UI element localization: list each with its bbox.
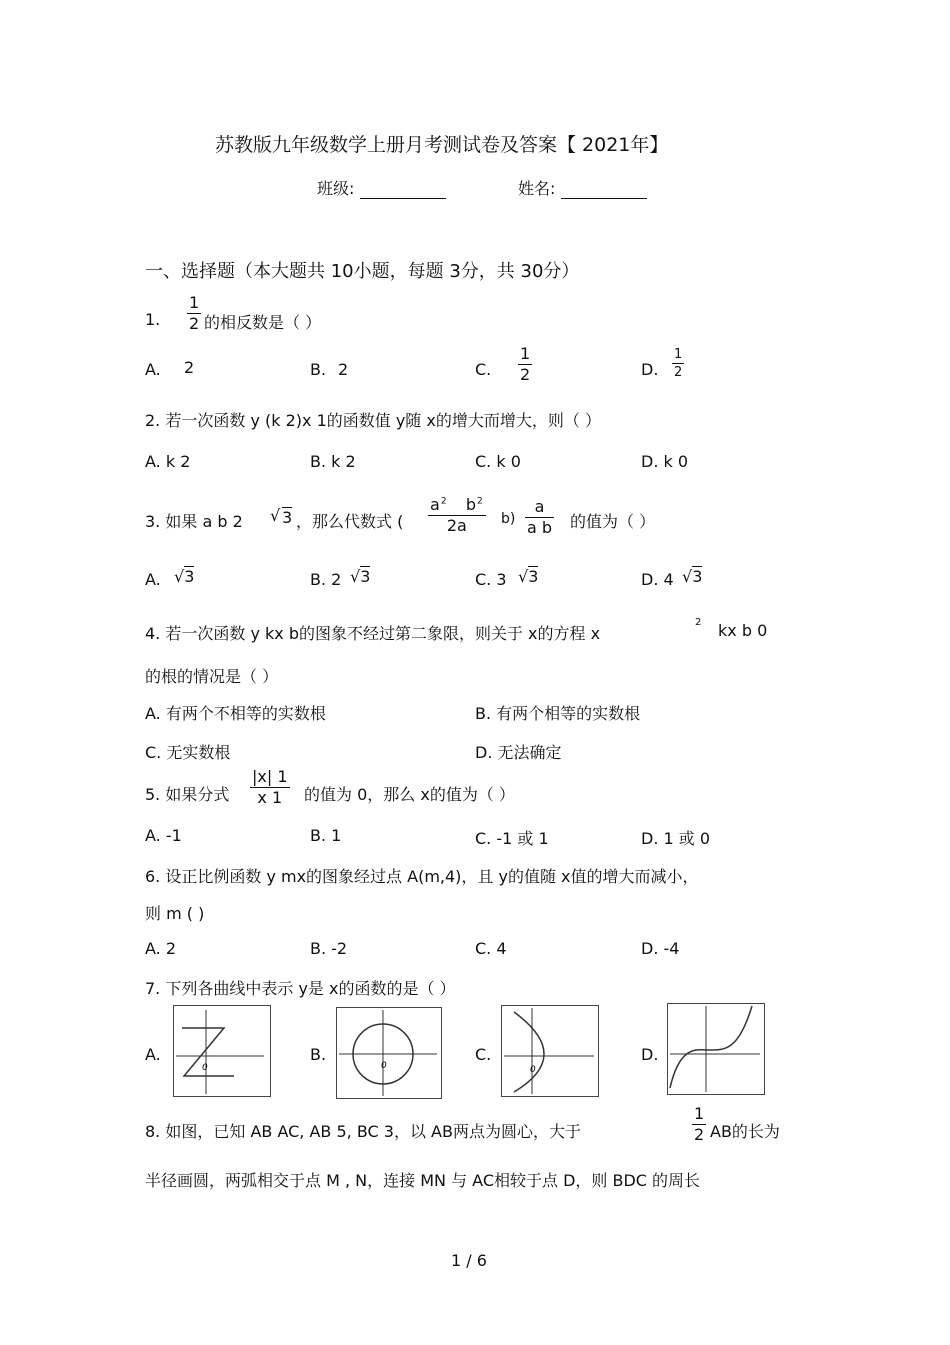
class-field	[317, 176, 446, 199]
q6-option-b: B. -2	[310, 939, 348, 958]
q1-c-den: 2	[520, 365, 531, 384]
q3-sqrt-sign: √	[270, 506, 281, 525]
q7-graph-d	[667, 1003, 765, 1095]
class-blank	[360, 184, 446, 199]
q3-option-a: A.	[145, 570, 161, 589]
q3-b-paren: b)	[501, 511, 516, 527]
q3-fraction-2	[525, 499, 554, 536]
q3-middle: ，那么代数式 (	[296, 512, 404, 531]
q7-graph-b	[336, 1007, 442, 1099]
q3-c-sqrt: √3	[518, 567, 539, 586]
q5-option-d: D. 1 或 0	[641, 829, 711, 848]
q8-line2: 半径画圆，两弧相交于点 M , N，连接 MN 与 AC相较于点 D，则 BDC 的周长	[145, 1171, 701, 1190]
q5-den: x 1	[257, 788, 283, 807]
q5-suffix: 的值为 0，那么 x的值为（ ）	[304, 785, 515, 804]
q1-option-d-fraction	[672, 348, 684, 379]
q7-option-b: B.	[310, 1045, 327, 1064]
q4-option-d: D. 无法确定	[475, 743, 562, 762]
q1-frac-den: 2	[189, 314, 200, 333]
q4-line2: 的根的情况是（ ）	[145, 667, 279, 686]
q7-graph-a	[173, 1005, 271, 1097]
q6-line2: 则 m ( )	[145, 904, 205, 923]
q2-option-d: D. k 0	[641, 452, 689, 471]
name-field	[518, 176, 647, 199]
q3-a: a	[430, 495, 441, 514]
q3-den-ab: a b	[527, 518, 553, 537]
q6-option-a: A. 2	[145, 939, 177, 958]
q8-suffix: AB的长为	[710, 1122, 780, 1141]
q3-prefix: 3. 如果 a b 2	[145, 512, 243, 531]
q2-text: 2. 若一次函数 y (k 2)x 1的函数值 y随 x的增大而增大，则（ ）	[145, 411, 601, 430]
q5-prefix: 5. 如果分式	[145, 785, 230, 804]
page-title: 苏教版九年级数学上册月考测试卷及答案【 2021年】	[215, 134, 669, 156]
q1-text: 的相反数是（ ）	[204, 313, 322, 332]
q8-text: 8. 如图，已知 AB AC, AB 5, BC 3，以 AB两点为圆心，大于	[145, 1122, 581, 1141]
q4-option-c: C. 无实数根	[145, 743, 231, 762]
q8-fraction	[692, 1106, 706, 1143]
q3-b-sqrt: √3	[350, 567, 371, 586]
q3-suffix: 的值为（ ）	[570, 512, 656, 531]
q6-text: 6. 设正比例函数 y mx的图象经过点 A(m,4)，且 y的值随 x值的增大而减小，	[145, 867, 699, 886]
q3-den-2a: 2a	[446, 516, 467, 535]
q4-text: 4. 若一次函数 y kx b的图象不经过第二象限，则关于 x的方程 x	[145, 624, 601, 643]
q1-option-a: A.	[145, 360, 161, 379]
q3-b: b	[465, 495, 477, 514]
name-label: 姓名:	[518, 179, 556, 198]
q3-d-sqrt: √3	[682, 567, 703, 586]
q1-c-num: 1	[520, 344, 531, 363]
q2-option-a: A. k 2	[145, 452, 191, 471]
q3-b-exp: 2	[476, 496, 484, 507]
svg-text:0: 0	[530, 1065, 536, 1075]
q4-option-b: B. 有两个相等的实数根	[475, 704, 641, 723]
q5-option-c: C. -1 或 1	[475, 829, 549, 848]
q3-num-a: a	[534, 497, 545, 516]
q7-option-c: C.	[475, 1045, 492, 1064]
page-number: 1 / 6	[451, 1251, 487, 1270]
q1-fraction	[187, 295, 201, 332]
q6-option-c: C. 4	[475, 939, 507, 958]
name-blank	[561, 184, 647, 199]
q4-tail: kx b 0	[718, 621, 768, 640]
svg-text:0: 0	[381, 1061, 387, 1071]
q1-option-a-value: 2	[184, 358, 195, 377]
q2-option-c: C. k 0	[475, 452, 521, 471]
q1-option-c-fraction	[518, 346, 532, 383]
q1-d-num: 1	[674, 347, 683, 362]
q3-option-c: C. 3	[475, 570, 507, 589]
q5-option-a: A. -1	[145, 826, 182, 845]
class-label: 班级:	[317, 179, 355, 198]
q3-d-radicand: 3	[692, 567, 703, 586]
q7-text: 7. 下列各曲线中表示 y是 x的函数的是（ ）	[145, 979, 456, 998]
q1-d-den: 2	[674, 365, 683, 380]
q1-option-d: D.	[641, 360, 659, 379]
q1-option-b-value: 2	[338, 360, 349, 379]
q3-a-exp: 2	[440, 496, 448, 507]
q5-num: |x| 1	[252, 767, 288, 786]
q1-frac-num: 1	[189, 293, 200, 312]
q1-number: 1.	[145, 310, 161, 329]
q7-option-d: D.	[641, 1045, 659, 1064]
svg-text:0: 0	[202, 1063, 208, 1073]
q7-graph-c	[501, 1005, 599, 1097]
q3-sqrt-value: 3	[282, 508, 293, 527]
q5-option-b: B. 1	[310, 826, 342, 845]
q3-fraction-1	[428, 497, 486, 534]
q7-option-a: A.	[145, 1045, 161, 1064]
q4-exponent: 2	[695, 617, 702, 628]
q3-a-sqrt: √3	[174, 567, 195, 586]
q3-option-d: D. 4	[641, 570, 674, 589]
q8-frac-den: 2	[694, 1125, 705, 1144]
section-heading: 一、选择题（本大题共 10小题，每题 3分，共 30分）	[145, 261, 580, 282]
q3-a-radicand: 3	[184, 567, 195, 586]
q1-option-c: C.	[475, 360, 492, 379]
q3-b-radicand: 3	[360, 567, 371, 586]
q3-option-b: B. 2	[310, 570, 342, 589]
q4-option-a: A. 有两个不相等的实数根	[145, 704, 326, 723]
q5-fraction	[250, 769, 290, 806]
q1-option-b: B.	[310, 360, 327, 379]
q6-option-d: D. -4	[641, 939, 680, 958]
q8-frac-num: 1	[694, 1104, 705, 1123]
q3-c-radicand: 3	[528, 567, 539, 586]
q2-option-b: B. k 2	[310, 452, 356, 471]
